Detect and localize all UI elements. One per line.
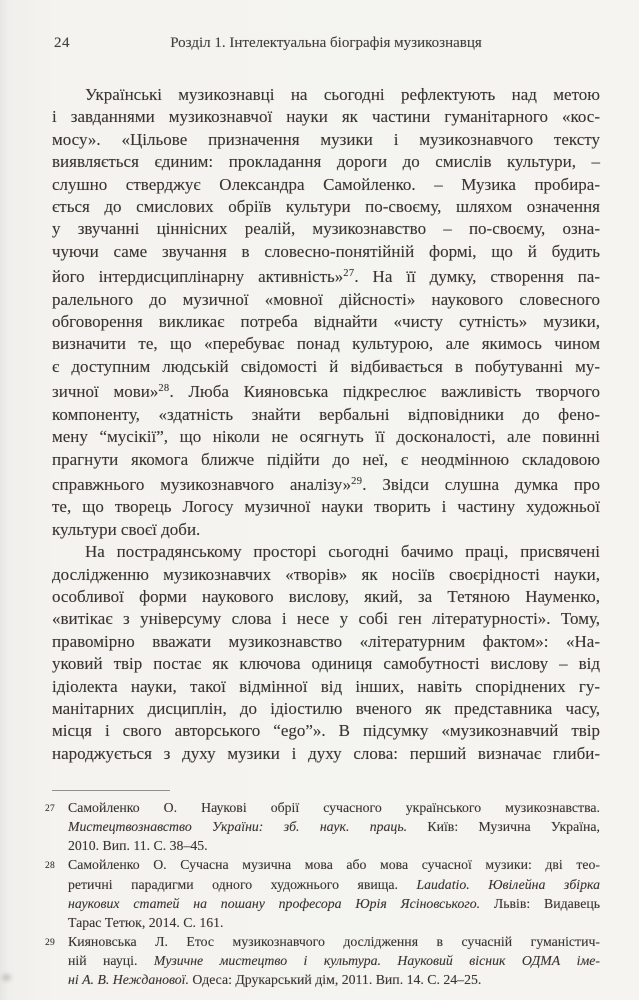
footnote-ref: 27 — [343, 268, 355, 280]
text-segment: те, що творець Логосу музичної науки творить і частину художньої — [52, 497, 600, 517]
footnote-line — [68, 817, 600, 836]
footnote-line — [68, 951, 600, 970]
text-segment: ній науці. — [68, 952, 154, 968]
body-line — [52, 404, 600, 426]
text-segment: Київ: Музична Україна, — [407, 819, 600, 835]
footnote-ref: 28 — [158, 383, 170, 395]
text-segment: слушно стверджує Олександра Самойленко. – Музика пробира- — [52, 174, 600, 194]
body-line — [52, 174, 600, 196]
text-segment: . Звідси слушна думка про — [362, 474, 600, 494]
text-segment: ідіолекта науки, такої відмінної від інших, навіть споріднених гу- — [52, 676, 600, 696]
body-line — [52, 426, 600, 448]
footnote-line — [68, 913, 600, 932]
body-line — [52, 378, 600, 403]
text-segment: мену “мусікії”, що ніколи не осягнуть її досконалості, але повинні — [52, 427, 600, 447]
footnote-text — [68, 798, 600, 855]
body-text — [52, 84, 600, 765]
text-segment: . Люба Кияновська підкреслює важливість творчого — [169, 382, 600, 402]
body-line — [52, 241, 600, 263]
body-line — [52, 541, 600, 563]
text-segment: у звучанні ціннісних реалій, музикознавство – по-своєму, озна- — [52, 219, 600, 239]
body-line — [52, 151, 600, 173]
body-line — [52, 519, 600, 541]
text-segment: Самойленко О. Наукові обрії сучасного українського музикознавства. — [68, 800, 600, 816]
body-line — [52, 449, 600, 471]
text-segment: обговорення викликає потреба віднайти «чисту сутність» музики, — [52, 312, 600, 332]
body-line — [52, 196, 600, 218]
footnote-line — [68, 798, 600, 817]
body-line — [52, 698, 600, 720]
footnotes-section — [45, 798, 600, 989]
text-segment: визначити те, що «перебуває понад культурою, але якимось чином — [52, 334, 600, 354]
text-segment: місця і свого авторського “ego”». В підсумку «музикознавчий твір — [52, 721, 600, 741]
footnote-text — [68, 855, 600, 931]
text-segment: зичної мови» — [52, 382, 159, 402]
body-line — [52, 743, 600, 765]
body-line — [52, 720, 600, 742]
text-segment: ралельного до музичної «мовної дійсності» наукового словесного — [52, 289, 600, 309]
text-segment: Львів: Видавець — [480, 895, 600, 911]
footnote-item — [45, 932, 600, 989]
body-line — [52, 218, 600, 240]
footnote-line — [68, 894, 600, 913]
text-segment: «витікає з універсуму слова і несе у собі ген літературності». Тому, — [52, 609, 600, 629]
running-header-title: Розділ 1. Інтелектуальна біографія музикознавця — [170, 35, 482, 51]
text-segment: ється до смислових обріїв культури по-своєму, шляхом означення — [52, 197, 600, 217]
text-segment: і завданнями музикознавчої науки як частини гуманітарного «кос- — [52, 107, 600, 127]
body-line — [52, 356, 600, 378]
text-segment: . На її думку, створення па- — [354, 267, 600, 287]
italic-text-segment: наукових статей на пошану професора Юрія Ясіновського. — [68, 895, 481, 911]
body-line — [52, 586, 600, 608]
text-segment: його інтердисциплінарну активність» — [52, 267, 344, 287]
italic-text-segment: Laudatio. Ювілейна збірка — [416, 876, 600, 892]
footnote-marker: 28 — [45, 861, 56, 872]
body-line — [52, 311, 600, 333]
text-segment: Тарас Тетюк, 2014. С. 161. — [68, 914, 224, 930]
body-line — [52, 653, 600, 675]
footnote-item — [45, 798, 600, 855]
text-segment: Самойленко О. Сучасна музична мова або мова сучасної музики: дві тео- — [68, 857, 600, 873]
text-segment: уковий твір постає як ключова одиниця самобутності вислову – від — [52, 654, 600, 674]
text-segment: чуючи саме звучання в словесно-понятійній формі, що й будить — [52, 241, 600, 261]
body-line — [52, 289, 600, 311]
text-segment: мосу». «Цільове призначення музики і музикознавчого тексту — [52, 129, 600, 149]
footnote-item — [45, 855, 600, 931]
text-segment: дослідженню музикознавчих «творів» як носіїв своєрідності науки, — [52, 564, 600, 584]
body-line — [52, 129, 600, 151]
text-segment: На пострадянському просторі сьогодні бачимо праці, присвячені — [85, 542, 600, 562]
text-segment: 2010. Вип. 11. С. 38–45. — [68, 838, 208, 854]
italic-text-segment: Мистецтвознавство України: зб. наук. праць. — [68, 819, 408, 835]
text-segment: манітарних дисциплін, до ідіостилю вченого як представника часу, — [52, 698, 600, 718]
body-line — [52, 496, 600, 518]
body-line — [52, 333, 600, 355]
footnote-line — [68, 855, 600, 874]
text-segment: компоненту, «здатність знайти вербальні відповідники до фено- — [52, 404, 600, 424]
body-line — [52, 564, 600, 586]
footnote-line — [68, 932, 600, 951]
body-line — [52, 608, 600, 630]
footnote-line — [68, 875, 600, 894]
footnote-marker: 27 — [45, 804, 56, 815]
text-segment: Одеса: Друкарський дім, 2011. Вип. 14. С. 24–25. — [188, 972, 482, 988]
text-segment: справжнього музикознавчого аналізу» — [52, 474, 352, 494]
text-segment: Українські музикознавці на сьогодні рефлектують над метою — [85, 85, 600, 104]
footnote-separator — [52, 790, 170, 791]
footnote-ref: 29 — [351, 475, 363, 487]
body-line — [52, 263, 600, 288]
text-segment: прагнути якомога ближче підійти до неї, є неодмінною складовою — [52, 449, 600, 469]
text-segment: виявляється єдиним: прокладання дороги до смислів культури, – — [52, 152, 600, 172]
text-segment: Кияновська Л. Етос музикознавчого дослідження в сучасній гуманістич- — [68, 933, 600, 949]
text-segment: культури своєї доби. — [52, 519, 201, 539]
body-line — [52, 631, 600, 653]
footnote-marker: 29 — [45, 937, 56, 948]
body-line — [52, 471, 600, 496]
footnote-line — [68, 836, 600, 855]
running-head — [52, 35, 600, 53]
body-line — [52, 84, 600, 106]
text-segment: особливої форми наукового вислову, який, за Тетяною Науменко, — [52, 586, 600, 606]
text-segment: є доступним людській свідомості й відбивається в побутуванні му- — [52, 356, 600, 376]
page-number: 24 — [54, 35, 70, 51]
body-line — [52, 106, 600, 128]
footnote-line — [68, 970, 600, 989]
text-segment: правомірно вважати музикознавство «літературним фактом»: «На- — [52, 631, 600, 651]
body-line — [52, 676, 600, 698]
text-segment: ретичні парадигми одного художнього явища. — [68, 876, 417, 892]
italic-text-segment: ні А. В. Нежданової. — [68, 972, 189, 988]
footnote-text — [68, 932, 600, 989]
text-segment: народжується з духу музики і духу слова: перший визначає глиби- — [52, 743, 600, 763]
italic-text-segment: Музичне мистецтво і культура. Науковий вісник ОДМА іме- — [153, 952, 601, 968]
